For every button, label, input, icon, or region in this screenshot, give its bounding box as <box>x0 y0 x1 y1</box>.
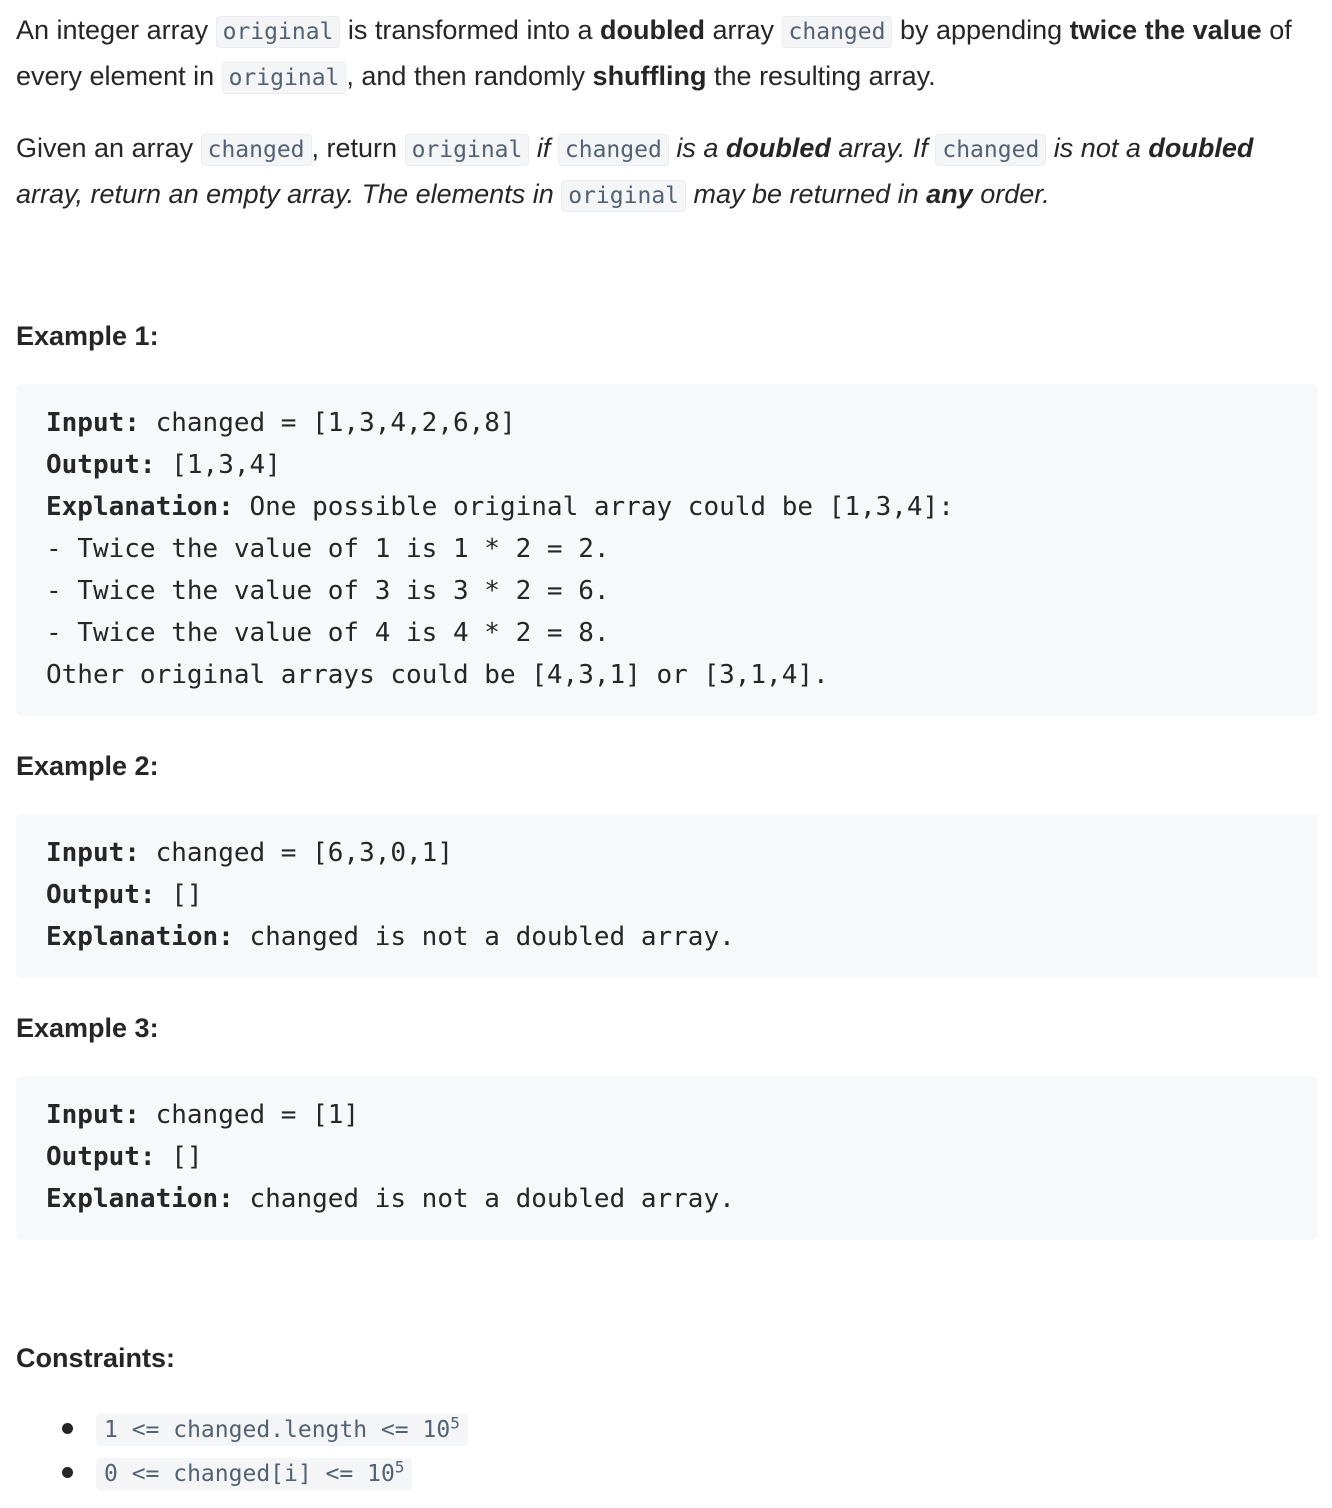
bold-italic-text: any <box>926 179 973 209</box>
inline-code: changed <box>558 134 669 166</box>
bold-italic-text: doubled <box>1148 133 1254 163</box>
italic-text: array. If <box>830 133 936 163</box>
text: array <box>705 15 782 45</box>
italic-text: is not a <box>1046 133 1149 163</box>
output-value: [] <box>155 880 203 910</box>
explanation-label: Explanation: <box>46 1184 234 1214</box>
explanation-line: - Twice the value of 4 is 4 * 2 = 8. <box>46 618 610 648</box>
constraint-code <box>96 1458 412 1490</box>
description-paragraph-1 <box>16 8 1316 100</box>
text: is transformed into a <box>340 15 601 45</box>
explanation-value: One possible original array could be [1,3,4]: <box>233 492 954 522</box>
inline-code: changed <box>782 16 893 48</box>
text: the resulting array. <box>706 61 936 91</box>
example-1-block <box>16 384 1318 716</box>
input-value: changed = [1,3,4,2,6,8] <box>139 408 516 438</box>
example-2-block <box>16 814 1318 978</box>
text: , return <box>311 133 405 163</box>
constraints-title: Constraints: <box>16 1343 176 1373</box>
text: Given an array <box>16 133 201 163</box>
bold-text: twice the value <box>1069 15 1262 45</box>
example-1-title: Example 1: <box>16 321 159 351</box>
output-label: Output: <box>46 880 156 910</box>
output-label: Output: <box>46 450 156 480</box>
text: by appending <box>892 15 1070 45</box>
inline-code: original <box>216 16 341 48</box>
explanation-line: - Twice the value of 3 is 3 * 2 = 6. <box>46 576 610 606</box>
constraint-text: 1 <= changed.length <= 10 <box>104 1417 451 1443</box>
constraint-text: 0 <= changed[i] <= 10 <box>104 1461 395 1487</box>
constraint-item <box>16 1406 1316 1450</box>
bullet-icon <box>62 1467 73 1478</box>
italic-text: is a <box>668 133 726 163</box>
inline-code: original <box>405 134 530 166</box>
inline-code: changed <box>935 134 1046 166</box>
italic-text: if <box>529 133 558 163</box>
constraints-list <box>16 1406 1316 1494</box>
bullet-icon <box>62 1423 73 1434</box>
explanation-line: Other original arrays could be [4,3,1] or [3,1,4]. <box>46 660 829 690</box>
constraint-code <box>96 1414 468 1446</box>
inline-code: changed <box>201 134 312 166</box>
inline-code: original <box>222 62 347 94</box>
italic-text: order. <box>972 179 1050 209</box>
explanation-label: Explanation: <box>46 492 234 522</box>
exponent: 5 <box>394 1457 405 1477</box>
explanation-label: Explanation: <box>46 922 234 952</box>
input-label: Input: <box>46 408 140 438</box>
constraint-item <box>16 1450 1316 1494</box>
output-label: Output: <box>46 1142 156 1172</box>
text: An integer array <box>16 15 216 45</box>
example-2-title: Example 2: <box>16 751 159 781</box>
explanation-line: - Twice the value of 1 is 1 * 2 = 2. <box>46 534 610 564</box>
example-3-title: Example 3: <box>16 1013 159 1043</box>
text: of every element in <box>16 15 1292 91</box>
bold-text: shuffling <box>592 61 707 91</box>
italic-text: array, return an empty array. The elements in <box>16 179 562 209</box>
bold-text: doubled <box>600 15 705 45</box>
input-label: Input: <box>46 1100 140 1130</box>
exponent: 5 <box>450 1413 460 1433</box>
input-value: changed = [6,3,0,1] <box>139 838 453 868</box>
output-value: [] <box>155 1142 203 1172</box>
output-value: [1,3,4] <box>155 450 281 480</box>
inline-code: original <box>561 180 686 212</box>
explanation-value: changed is not a doubled array. <box>233 922 735 952</box>
description-paragraph-2 <box>16 126 1316 218</box>
input-value: changed = [1] <box>139 1100 360 1130</box>
input-label: Input: <box>46 838 140 868</box>
text: , and then randomly <box>346 61 593 91</box>
italic-text: may be returned in <box>686 179 927 209</box>
bold-italic-text: doubled <box>725 133 831 163</box>
explanation-value: changed is not a doubled array. <box>233 1184 735 1214</box>
example-3-block <box>16 1076 1318 1240</box>
